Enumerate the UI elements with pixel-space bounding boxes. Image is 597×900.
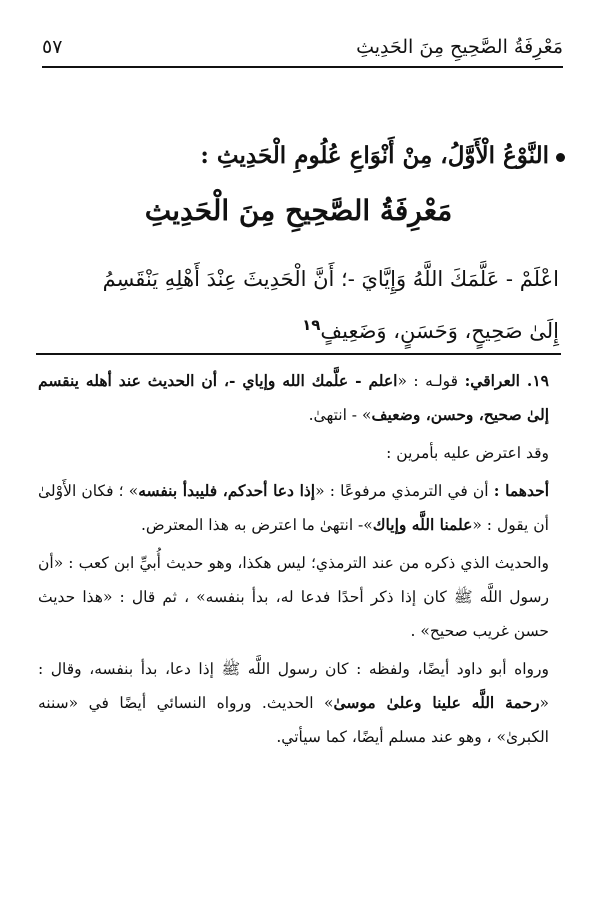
- running-title: مَعْرِفَةُ الصَّحِيحِ مِنَ الحَدِيثِ: [356, 36, 563, 58]
- footnote-1-label: ١٩. العراقي:: [464, 371, 549, 390]
- footnote-paragraph-3-c: »- انتهىٰ ما اعترض به هذا المعترض.: [140, 516, 373, 534]
- footnote-paragraph-5-a: ورواه أبو داود أيضًا، ولفظه : كان رسول اللَّه ﷺ إذا دعا، بدأ بنفسه، وقال : «: [38, 660, 549, 712]
- footnote-paragraph-3-quote-1: إذا دعا أحدكم، فليبدأ بنفسه: [138, 481, 316, 500]
- footnote-separator: [36, 353, 561, 355]
- footnote-paragraph-5-quote: رحمة اللَّه علينا وعلىٰ موسىٰ: [333, 693, 540, 712]
- page-number: ٥٧: [42, 36, 63, 58]
- footnote-paragraph-3-quote-2: علمنا اللَّه وإياك: [372, 515, 473, 534]
- main-text-line-2: [40, 302, 559, 354]
- main-text: [40, 256, 559, 354]
- footnote-paragraph-3-b: » ؛ فكان الأَوْلىٰ أن يقول : «: [38, 482, 549, 534]
- main-text-line-1: اعْلَمْ - عَلَّمَكَ اللَّهُ وَإِيَّايَ -؛ أَنَّ الْحَدِيثَ عِنْدَ أَهْلِهِ يَنْقَسِمُ: [102, 267, 559, 291]
- bullet-icon: [556, 153, 565, 162]
- footnote-paragraph-3: [38, 474, 563, 542]
- footnote-1-quote: اعلم - علَّمك الله وإياي -، أن الحديث عند أهله ينقسم إلىٰ صحيح، وحسن، وضعيف: [38, 371, 549, 424]
- main-text-line-2-text: إِلَىٰ صَحِيحٍ، وَحَسَنٍ، وَضَعِيفٍ: [320, 319, 559, 343]
- section-heading-text: النَّوْعُ الْأَوَّلُ، مِنْ أَنْوَاعِ عُلُومِ الْحَدِيثِ :: [200, 142, 549, 169]
- footnote-paragraph-4: والحديث الذي ذكره من عند الترمذي؛ ليس هكذا، وهو حديث أُبيِّ ابن كعب : «أن رسول اللَّه ﷺ كان إذا ذكر أحدًا فدعا له، بدأ بنفسه» ، ثم قال : «هذا حديث حسن غريب صحيح» .: [38, 554, 549, 640]
- header-rule: [42, 66, 563, 68]
- footnote-paragraph-3-a: أن في الترمذي مرفوعًا : «: [315, 482, 489, 500]
- footnote-paragraph-2: وقد اعترض عليه بأمرين :: [386, 444, 549, 462]
- footnotes: [38, 364, 563, 758]
- footnote-reference: ١٩: [302, 316, 321, 334]
- footnote-paragraph-5: [38, 652, 563, 754]
- page-header: [42, 30, 563, 64]
- section-heading: [36, 142, 565, 169]
- footnote-paragraph-5-b: » الحديث. ورواه النسائي أيضًا في «سننه الكبرىٰ» ، وهو عند مسلم أيضًا، كما سيأتي.: [38, 694, 549, 746]
- footnote-paragraph-3-label: أحدهما :: [493, 481, 549, 500]
- chapter-title: مَعْرِفَةُ الصَّحِيحِ مِنَ الْحَدِيثِ: [144, 194, 453, 227]
- footnote-1-intro: قولـه : «: [397, 372, 459, 390]
- footnote-1-end: » - انتهىٰ.: [308, 406, 372, 424]
- footnote-1: [38, 364, 563, 432]
